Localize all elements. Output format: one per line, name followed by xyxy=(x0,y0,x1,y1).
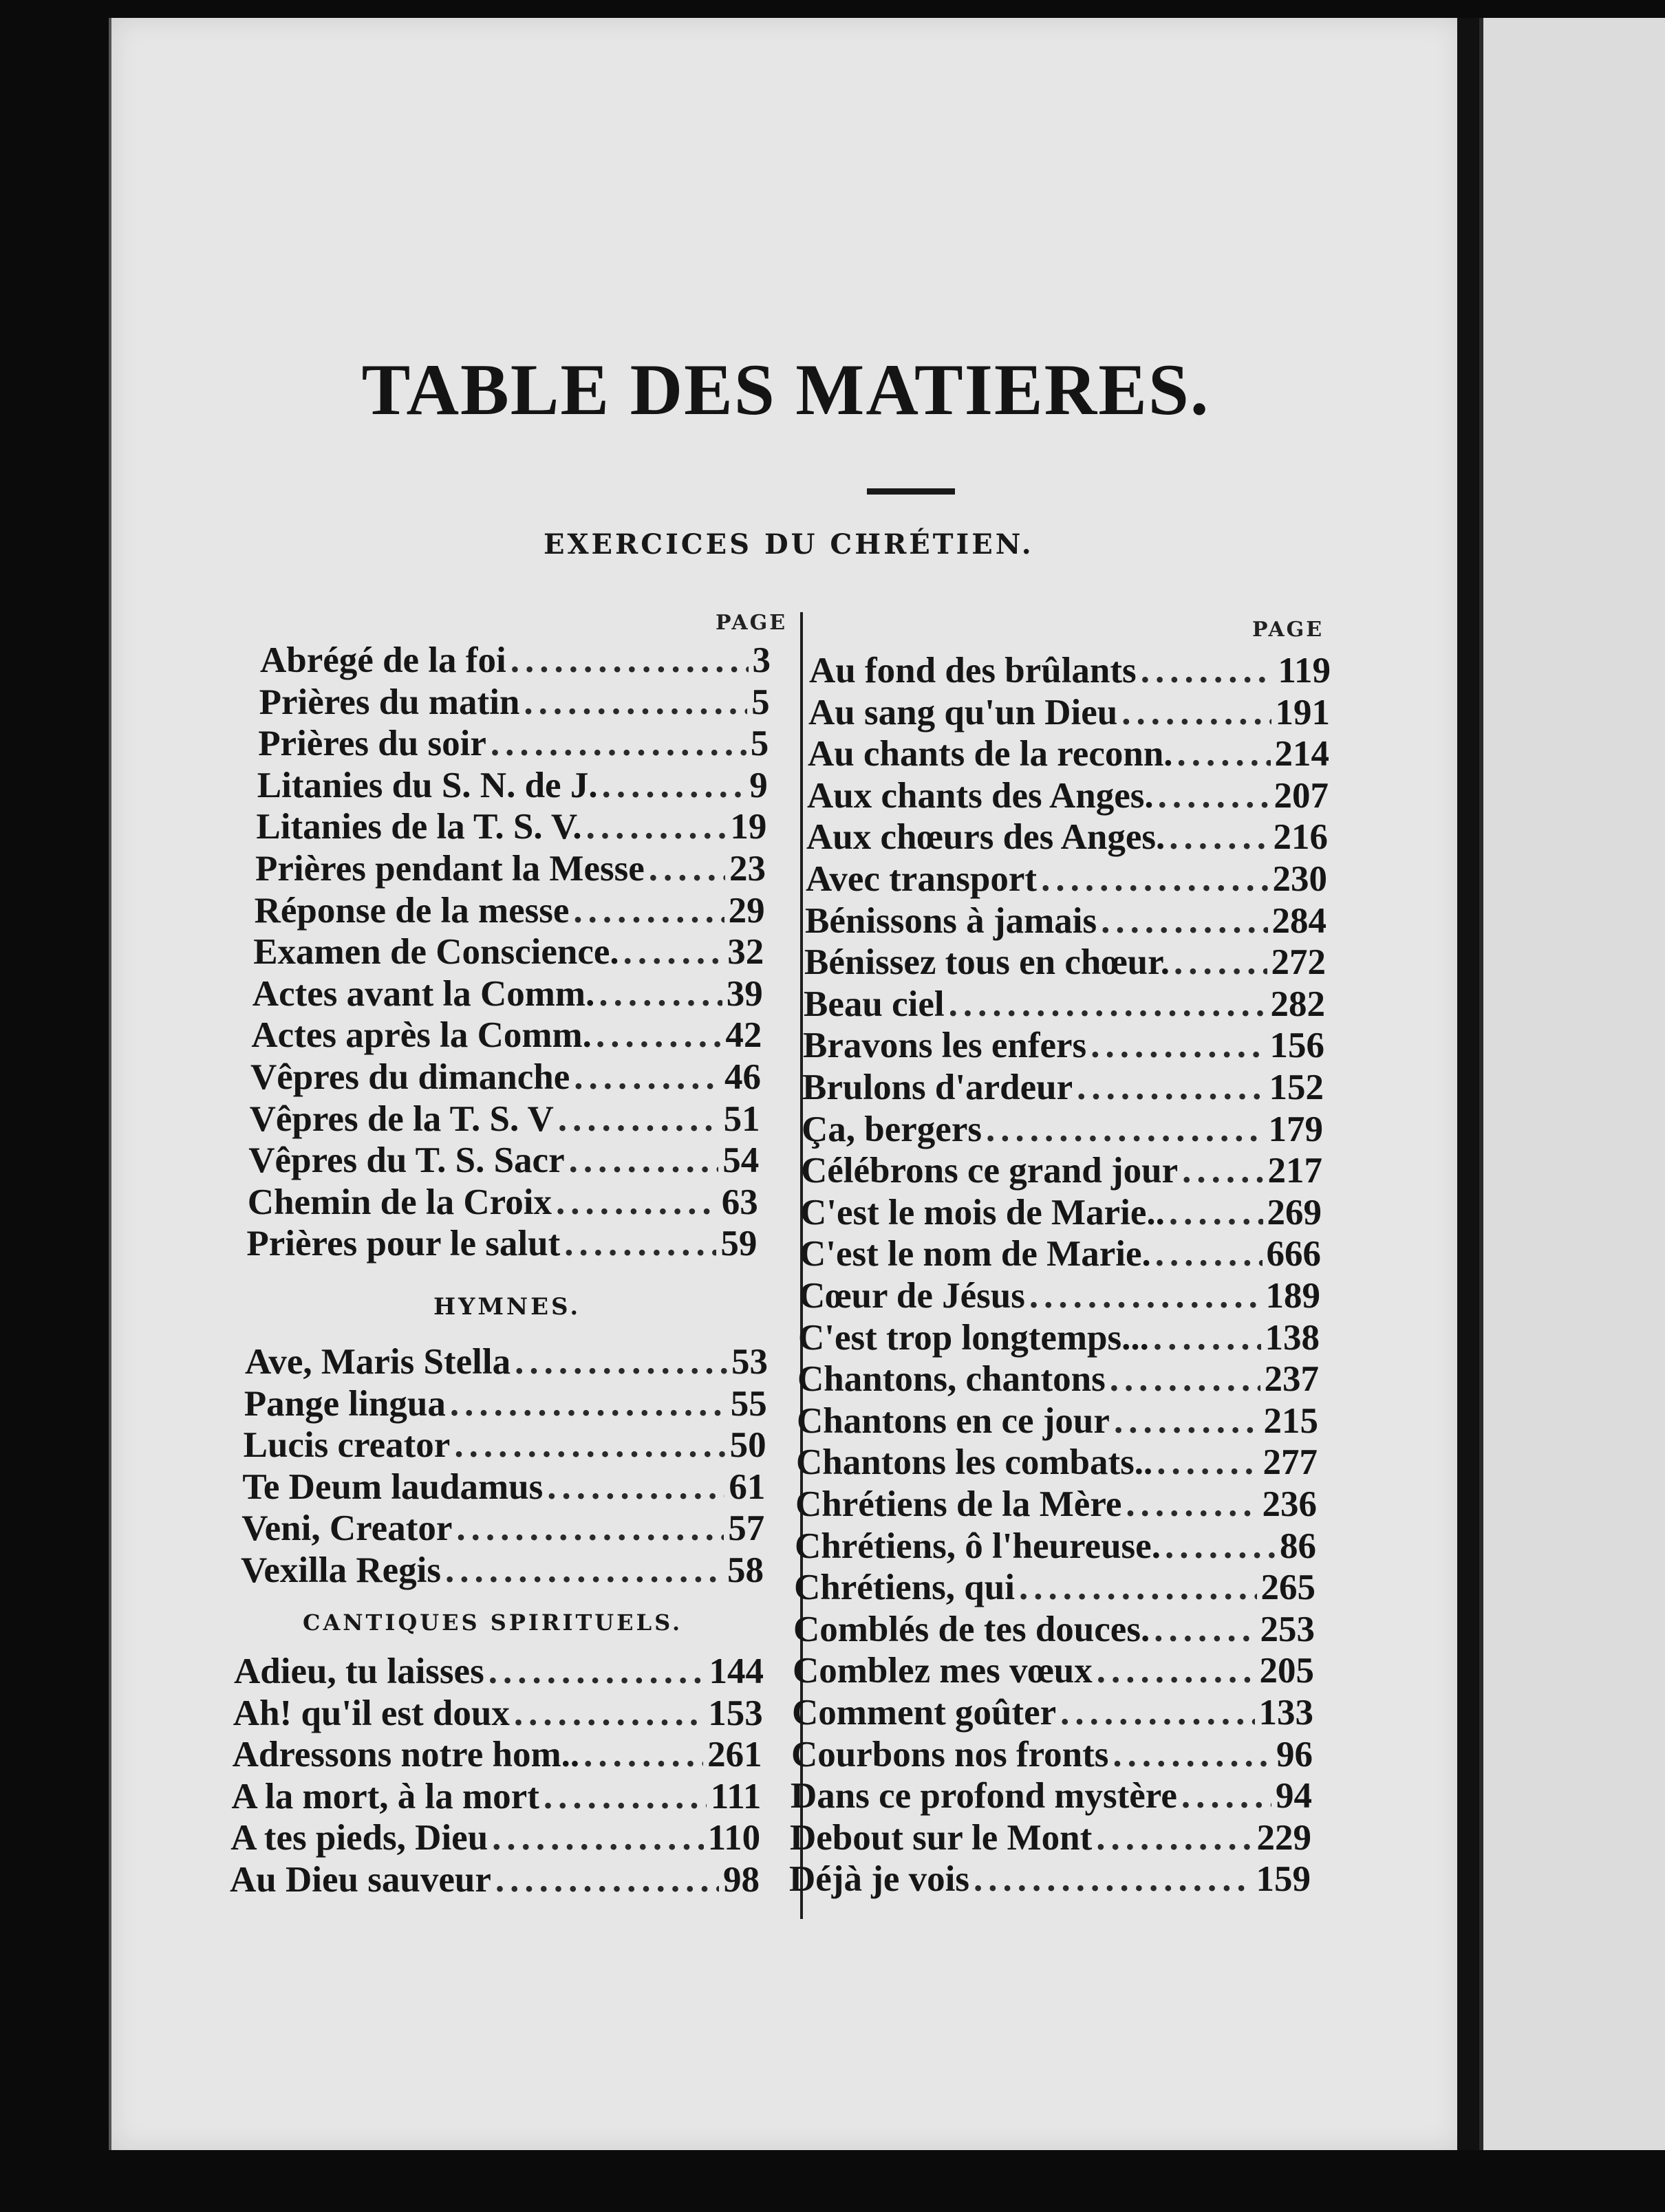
entry-page-number: 282 xyxy=(1270,984,1325,1024)
leader-dots xyxy=(1177,733,1271,774)
entry-title: Examen de Conscience. xyxy=(253,932,619,973)
leader-dots xyxy=(1182,1150,1263,1191)
entry-page-number: 253 xyxy=(1260,1609,1315,1649)
entry-title: C'est le mois de Marie.. xyxy=(800,1192,1165,1233)
leader-dots xyxy=(450,1383,727,1424)
toc-entry xyxy=(793,1650,1314,1691)
leader-dots xyxy=(524,682,747,723)
leader-dots xyxy=(1091,1025,1265,1066)
leader-dots xyxy=(1097,1650,1256,1691)
entry-page-number: 216 xyxy=(1273,817,1328,858)
leader-dots xyxy=(1165,1526,1276,1567)
leader-dots xyxy=(1113,1734,1272,1775)
toc-entry xyxy=(233,1693,763,1734)
toc-entry xyxy=(801,1150,1322,1191)
entry-page-number: 265 xyxy=(1260,1568,1315,1608)
entry-page-number: 63 xyxy=(721,1182,758,1222)
entry-page-number: 57 xyxy=(728,1508,765,1548)
entry-title: Chantons, chantons xyxy=(797,1359,1106,1400)
entry-page-number: 215 xyxy=(1263,1400,1318,1441)
toc-entry xyxy=(258,723,769,764)
leader-dots xyxy=(492,1817,703,1858)
page-title: TABLE DES MATIERES. xyxy=(361,349,1210,430)
title-rule xyxy=(867,488,955,495)
leader-dots xyxy=(544,1776,707,1817)
toc-entry xyxy=(808,733,1329,774)
leader-dots xyxy=(511,640,749,681)
leader-dots xyxy=(599,973,722,1015)
page-gutter xyxy=(1457,18,1479,2150)
toc-entry xyxy=(791,1734,1313,1775)
toc-entry xyxy=(806,816,1328,858)
entry-page-number: 272 xyxy=(1271,942,1326,983)
adjacent-page-edge xyxy=(1479,18,1665,2150)
entry-page-number: 152 xyxy=(1269,1067,1324,1107)
entry-title: Comment goûter xyxy=(792,1693,1057,1733)
entry-page-number: 138 xyxy=(1265,1317,1320,1358)
entry-title: Chantons en ce jour xyxy=(797,1400,1110,1441)
toc-entry xyxy=(800,1192,1322,1233)
leader-dots xyxy=(515,1341,727,1382)
section-heading-hymnes: HYMNES. xyxy=(433,1293,581,1321)
entry-title: Cœur de Jésus xyxy=(799,1276,1025,1316)
entry-page-number: 86 xyxy=(1280,1526,1316,1566)
entry-page-number: 277 xyxy=(1263,1442,1318,1483)
leader-dots xyxy=(514,1693,704,1734)
leader-dots xyxy=(1141,650,1274,691)
entry-title: Chemin de la Croix xyxy=(247,1182,552,1222)
leader-dots xyxy=(1126,1484,1258,1525)
entry-title: Vêpres du T. S. Sacr xyxy=(248,1140,565,1181)
entry-page-number: 284 xyxy=(1271,900,1326,941)
entry-page-number: 230 xyxy=(1272,859,1327,899)
entry-title: Adressons notre hom.. xyxy=(232,1735,580,1775)
entry-page-number: 54 xyxy=(722,1140,760,1181)
entry-title: Bénissez tous en chœur. xyxy=(804,942,1170,983)
toc-entry xyxy=(255,890,765,931)
entry-title: C'est trop longtemps... xyxy=(798,1317,1149,1358)
entry-page-number: 5 xyxy=(750,724,769,764)
leader-dots xyxy=(1060,1692,1254,1733)
toc-entry xyxy=(808,692,1330,733)
toc-entry xyxy=(256,806,766,847)
toc-entry xyxy=(248,1182,758,1223)
entry-title: Prières du matin xyxy=(259,682,520,722)
entry-title: Actes après la Comm. xyxy=(251,1015,592,1056)
entry-page-number: 133 xyxy=(1258,1693,1313,1733)
toc-entry xyxy=(793,1609,1315,1650)
entry-page-number: 9 xyxy=(749,765,768,805)
toc-entry xyxy=(799,1275,1320,1316)
leader-dots xyxy=(1029,1275,1262,1316)
entry-page-number: 50 xyxy=(729,1425,766,1465)
entry-title: Comblés de tes douces. xyxy=(793,1609,1150,1649)
toc-entry xyxy=(804,984,1325,1025)
leader-dots xyxy=(1019,1567,1257,1608)
page-column-label-left: PAGE xyxy=(716,611,788,635)
leader-dots xyxy=(569,1140,719,1181)
toc-entry xyxy=(807,775,1329,816)
toc-entry xyxy=(248,1140,759,1181)
toc-entry xyxy=(244,1424,766,1466)
entry-page-number: 59 xyxy=(720,1224,758,1264)
leader-dots xyxy=(495,1859,719,1900)
entry-title: Actes avant la Comm. xyxy=(252,973,595,1014)
entry-page-number: 3 xyxy=(752,640,771,680)
entry-page-number: 153 xyxy=(708,1693,763,1733)
leader-dots xyxy=(1174,942,1267,983)
toc-entry xyxy=(791,1775,1312,1817)
toc-entry xyxy=(260,640,771,681)
leader-dots xyxy=(649,848,725,889)
entry-title: Abrégé de la foi xyxy=(260,640,506,680)
toc-entry xyxy=(245,1341,768,1382)
leader-dots xyxy=(1169,1192,1263,1233)
leader-dots xyxy=(573,890,724,931)
entry-page-number: 110 xyxy=(707,1818,761,1858)
leader-dots xyxy=(564,1223,716,1264)
entry-title: Au chants de la reconn. xyxy=(808,734,1173,774)
entry-page-number: 29 xyxy=(728,890,765,931)
entry-title: A la mort, à la mort xyxy=(231,1776,539,1817)
leader-dots xyxy=(1157,1442,1258,1483)
entry-title: Bénissons à jamais xyxy=(805,900,1097,941)
toc-entry xyxy=(246,1223,757,1264)
entry-title: A tes pieds, Dieu xyxy=(230,1818,488,1858)
toc-entry xyxy=(230,1859,760,1900)
leader-dots xyxy=(454,1424,725,1466)
entry-title: Litanies de la T. S. V. xyxy=(256,807,582,847)
leader-dots xyxy=(547,1466,724,1508)
entry-page-number: 261 xyxy=(707,1735,762,1775)
entry-page-number: 229 xyxy=(1256,1817,1311,1858)
entry-page-number: 236 xyxy=(1262,1484,1317,1524)
entry-title: Chrétiens, ô l'heureuse. xyxy=(795,1526,1161,1566)
leader-dots xyxy=(1155,1233,1263,1275)
entry-page-number: 214 xyxy=(1274,734,1329,774)
toc-entry xyxy=(799,1233,1321,1275)
entry-title: Lucis creator xyxy=(243,1425,451,1465)
entry-title: Brulons d'ardeur xyxy=(802,1067,1073,1107)
leader-dots xyxy=(1114,1400,1260,1442)
toc-entry xyxy=(797,1358,1319,1400)
entry-page-number: 98 xyxy=(723,1859,760,1900)
entry-title: Adieu, tu laisses xyxy=(234,1651,484,1691)
entry-page-number: 23 xyxy=(729,849,766,889)
entry-page-number: 32 xyxy=(727,932,764,973)
entry-title: Chrétiens, qui xyxy=(794,1568,1015,1608)
entry-page-number: 237 xyxy=(1264,1359,1319,1400)
entry-page-number: 51 xyxy=(723,1098,760,1139)
entry-page-number: 5 xyxy=(751,682,770,722)
entry-title: Litanies du S. N. de J. xyxy=(257,765,598,805)
entry-page-number: 46 xyxy=(724,1057,761,1097)
entry-title: Debout sur le Mont xyxy=(790,1817,1093,1858)
toc-entry xyxy=(802,1109,1323,1150)
entry-page-number: 189 xyxy=(1265,1276,1320,1316)
entry-title: Au Dieu sauveur xyxy=(230,1859,491,1900)
leader-dots xyxy=(556,1182,718,1223)
toc-entry xyxy=(796,1442,1318,1483)
leader-dots xyxy=(596,1015,721,1056)
entry-title: Prières pendant la Messe xyxy=(255,849,645,889)
entry-page-number: 55 xyxy=(730,1383,767,1424)
toc-entry xyxy=(231,1776,761,1817)
leader-dots xyxy=(949,984,1267,1025)
entry-title: Ah! qu'il est doux xyxy=(233,1693,510,1733)
leader-dots xyxy=(1153,1317,1261,1358)
leader-dots xyxy=(1041,858,1268,900)
toc-entry xyxy=(789,1858,1311,1900)
leader-dots xyxy=(456,1508,724,1549)
toc-entry xyxy=(241,1550,764,1591)
entry-page-number: 58 xyxy=(727,1550,764,1590)
entry-page-number: 666 xyxy=(1266,1234,1321,1275)
toc-entry xyxy=(234,1651,764,1692)
leader-dots xyxy=(1158,775,1270,816)
toc-entry xyxy=(250,1056,761,1098)
toc-entry xyxy=(805,900,1326,942)
section-heading-cantiques: CANTIQUES SPIRITUELS. xyxy=(303,1609,683,1636)
leader-dots xyxy=(1101,900,1267,942)
entry-title: Ave, Maris Stella xyxy=(245,1342,511,1382)
leader-dots xyxy=(1121,692,1271,733)
toc-entry xyxy=(795,1484,1317,1525)
entry-page-number: 19 xyxy=(730,807,767,847)
entry-page-number: 42 xyxy=(725,1015,762,1056)
entry-title: Prières pour le salut xyxy=(246,1224,561,1264)
toc-entry xyxy=(797,1400,1318,1442)
toc-entry xyxy=(809,650,1331,691)
leader-dots xyxy=(1154,1609,1256,1650)
toc-entry xyxy=(798,1317,1320,1358)
toc-entry xyxy=(253,973,763,1015)
entry-page-number: 159 xyxy=(1256,1859,1311,1900)
entry-title: Au sang qu'un Dieu xyxy=(808,692,1118,733)
entry-page-number: 144 xyxy=(709,1651,764,1691)
toc-entry xyxy=(259,682,770,723)
toc-entry xyxy=(803,1025,1324,1066)
entry-title: Chantons les combats.. xyxy=(796,1442,1153,1483)
page-column-label-right: PAGE xyxy=(1252,618,1324,642)
leader-dots xyxy=(1077,1067,1265,1108)
leader-dots xyxy=(1096,1817,1252,1858)
toc-entry xyxy=(790,1817,1311,1858)
leader-dots xyxy=(623,931,724,973)
entry-title: Bravons les enfers xyxy=(803,1026,1087,1066)
entry-title: Aux chants des Anges. xyxy=(807,775,1154,816)
toc-entry xyxy=(804,942,1326,983)
toc-entry xyxy=(802,1067,1324,1108)
entry-page-number: 156 xyxy=(1269,1026,1324,1066)
leader-dots xyxy=(1181,1775,1271,1817)
entry-page-number: 217 xyxy=(1267,1151,1322,1191)
leader-dots xyxy=(1169,816,1269,858)
leader-dots xyxy=(558,1098,720,1140)
entry-page-number: 39 xyxy=(726,973,763,1014)
entry-title: Vêpres du dimanche xyxy=(250,1057,570,1097)
toc-entry xyxy=(251,1015,762,1056)
entry-title: Dans ce profond mystère xyxy=(791,1776,1177,1817)
entry-title: Te Deum laudamus xyxy=(242,1466,544,1507)
leader-dots xyxy=(583,1734,703,1775)
toc-entry xyxy=(257,765,768,806)
toc-entry xyxy=(806,858,1327,900)
entry-title: Déjà je vois xyxy=(789,1859,969,1900)
entry-page-number: 53 xyxy=(731,1342,768,1382)
entry-title: Ça, bergers xyxy=(802,1109,982,1149)
toc-entry xyxy=(250,1098,760,1140)
entry-title: Beau ciel xyxy=(804,984,945,1024)
entry-title: Célébrons ce grand jour xyxy=(801,1151,1179,1191)
entry-title: Vêpres de la T. S. V xyxy=(249,1098,554,1139)
leader-dots xyxy=(974,1858,1252,1900)
leader-dots xyxy=(602,765,746,806)
entry-title: Pange lingua xyxy=(244,1383,446,1424)
entry-title: Vexilla Regis xyxy=(241,1550,442,1590)
entry-page-number: 179 xyxy=(1268,1109,1323,1149)
leader-dots xyxy=(986,1109,1265,1150)
entry-page-number: 207 xyxy=(1274,775,1329,816)
toc-entry xyxy=(244,1383,767,1424)
entry-title: C'est le nom de Marie. xyxy=(799,1234,1151,1275)
entry-title: Réponse de la messe xyxy=(254,890,570,931)
toc-entry xyxy=(795,1526,1316,1567)
entry-page-number: 205 xyxy=(1259,1651,1314,1691)
leader-dots xyxy=(586,806,727,847)
toc-entry xyxy=(230,1817,760,1858)
toc-entry xyxy=(242,1466,765,1508)
entry-page-number: 94 xyxy=(1276,1776,1312,1817)
leader-dots xyxy=(574,1056,720,1098)
entry-page-number: 111 xyxy=(710,1776,762,1817)
toc-entry xyxy=(233,1734,762,1775)
entry-title: Courbons nos fronts xyxy=(791,1734,1109,1775)
entry-page-number: 119 xyxy=(1278,651,1331,691)
entry-title: Avec transport xyxy=(806,859,1038,899)
entry-title: Veni, Creator xyxy=(241,1508,453,1548)
entry-title: Comblez mes vœux xyxy=(793,1651,1093,1691)
leader-dots xyxy=(488,1651,705,1692)
leader-dots xyxy=(491,723,746,764)
section-heading-exercices: EXERCICES DU CHRÉTIEN. xyxy=(544,528,1034,561)
toc-entry xyxy=(794,1567,1315,1608)
leader-dots xyxy=(1110,1358,1260,1400)
entry-title: Aux chœurs des Anges. xyxy=(806,817,1166,858)
toc-entry xyxy=(792,1692,1313,1733)
entry-page-number: 191 xyxy=(1275,692,1330,733)
entry-page-number: 96 xyxy=(1276,1734,1313,1775)
entry-page-number: 61 xyxy=(729,1466,766,1507)
entry-page-number: 269 xyxy=(1267,1192,1322,1233)
entry-title: Au fond des brûlants xyxy=(809,651,1137,691)
toc-entry xyxy=(241,1508,764,1549)
toc-entry xyxy=(255,848,766,889)
entry-title: Prières du soir xyxy=(258,724,486,764)
leader-dots xyxy=(445,1550,723,1591)
toc-entry xyxy=(253,931,764,973)
entry-title: Chrétiens de la Mère xyxy=(795,1484,1122,1524)
